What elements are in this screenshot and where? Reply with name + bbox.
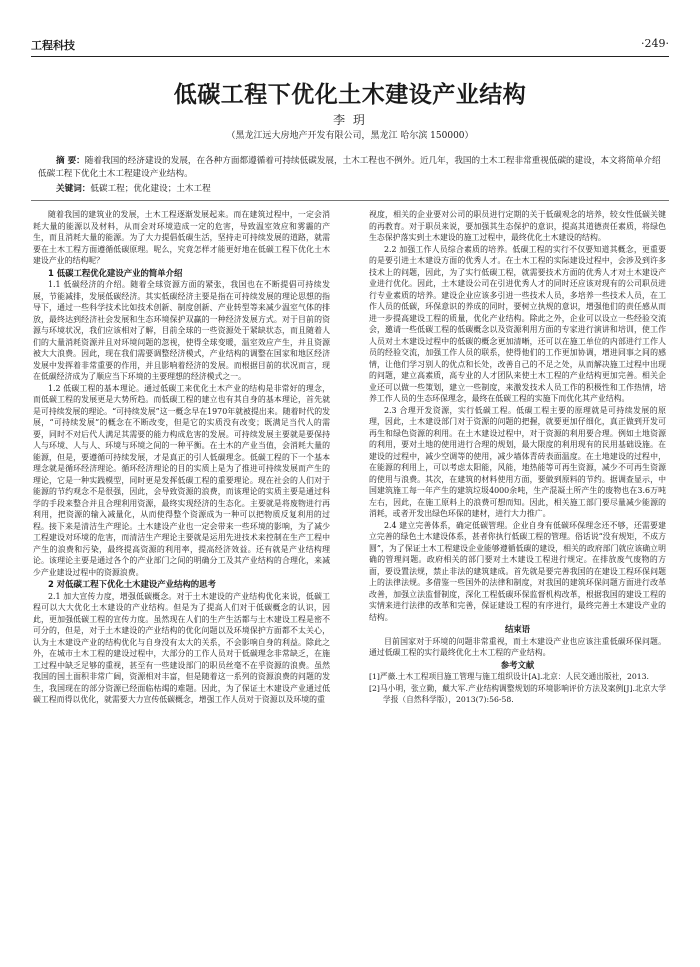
- abstract-text: 随着我国的经济建设的发展，在各种方面都遵循着可持续低碳发展，土木工程也不例外。近几年，我国的土木工程非常重视低碳的建设，本文将简单介绍低碳工程下优化土木工程建设产业结构。: [38, 156, 661, 179]
- body-paragraph: 视度，相关的企业要对公司的职员进行定期的关于低碳观念的培养，较女性低碳关键的再教育。对于职员来说，要加强其生态保护的意识，提高其道德责任素质，将绿色生态保护落实到土木建设的施工过程中，最终优化土木建设的结构。: [369, 210, 666, 242]
- body-paragraph: 随着我国的建筑业的发展，土木工程逐渐发展起来。而在建筑过程中，一定会消耗大量的能源以及材料，从而会对环境造成一定的危害，导致温室效应和雾霾的产生，而且消耗大量的能源。为了大力提倡低碳生活，坚持走可持续发展的道路，就需要在土木工程方面遵循低碳原理。呢么，究竟怎样才能更好地在低碳工程下优化土木建设产业的结构呢？: [33, 210, 330, 265]
- author-name: 李 玥: [333, 113, 367, 127]
- section-heading: 结束语: [504, 624, 531, 634]
- section-heading: 1 低碳工程优化建设产业的简单介绍: [48, 267, 183, 278]
- reference-item: [2]马小明，张立勤，戴大军.产业结构调整规划的环境影响评价方法及案例[J].北京大学学报（自然科学版），2013(7):56-58.: [369, 683, 666, 704]
- section-heading: 参考文献: [500, 659, 535, 670]
- abstract-divider: [31, 200, 669, 201]
- abstract: [38, 155, 662, 181]
- keywords-label: 关键词：: [56, 184, 91, 194]
- reference-item: [1]严薇.土木工程项目施工管理与施工组织设计[A].北京：人民交通出版社，2013.: [369, 672, 649, 681]
- body-paragraph: 1.1 低碳经济的介绍。随着全球资源方面的紧张，我国也在不断提倡可持续发展，节能减排，发展低碳经济。其实低碳经济主要是指在可持续发展的理论思想的指导下，通过一些科学技术比如技术创新、制度创新、产业转型等来减少温室气体的排放，最终达到经济社会发展和生态环境保护双赢的一种经济发展方式。对于目前的资源与环境状况，我们应该相对了解，目前全球的一些资源处于紧缺状态，而且随着人们的大量消耗资源并且对环境问题的忽视，使得全球变暖，温室效应产生，并且资源被大大浪费。因此，现在我们需要调整经济模式，产业结构的调整在国家和地区经济发展中发挥着非常重要的作用，并且影响着经济的发展。而根据目前的状况而言，现在低碳经济成为了顺应当下环境的主要理想的经济模式之一。: [33, 280, 330, 381]
- body-paragraph: 2.2 加强工作人员综合素质的培养。低碳工程的实行不仅要知道其概念，更重要的是要引进土木建设方面的优秀人才。在土木工程的实际建设过程中，会涉及到许多技术上的问题，因此，为了实行低碳工程，就需要技术方面的优秀人才对土木建设产业进行优化。因此，土木建设公司在引进优秀人才的同时还应该对现有的公司职员进行专业素质的培养。建设企业应该多引进一些技术人员，多培养一些技术人员，在工作人员的低碳，环保意识的养成的同时，要树立执规的意识，增强他们的责任感从而进一步提高建设工程的质量，优化产业结构。除此之外，企业可以设立一些经验交流会，邀请一些低碳工程的低碳概念以及资源利用方面的专家进行演讲和培训，使工作人员对土木建设过程中的低碳的概念更加清晰，还可以在施工单位的内部进行工作人员的经验交流，加强工作人员的联系，使得他们的工作更加协调，增进同事之间的感情，让他们学习别人的优点和长处，改善自己的不足之处，从而解决施工过程中出现的问题，建立高素质，高专业的人才团队来使土木工程的产业结构更加完善。相关企业还可以做一些策划，建立一些制度，来激发技术人员工作的积极性和工作热情，培养工作人员的生态环保理念，最终在低碳工程的实施下而优化其产业结构。: [369, 244, 666, 403]
- body-paragraph: 2.4 建立完善体系，确定低碳管理。企业自身有低碳环保理念还不够，还需要建立完善的绿色土木建设体系，甚者你执行低碳工程的管理。俗话说“没有规矩，不成方圆”，为了保证土木工程建设企业能够遵循低碳的建设，相关的政府部门就应该确立明确的管理问题。政府相关的部门要对土木建设工程进行规定。在排放废气废物的方面，要设置法规，禁止非法的建筑建成。首先就是要完善我国的在建设工程环保问题上的法律法规。多借鉴一些国外的法律和制度，对我国的建筑环保问题方面进行改革改善，加强立法监督制度，深化工程低碳环保监督机构改革，根据我国的建设工程的实情来进行法律的改革和完善，保证建设工程的有序进行，最终完善土木建设产业的结构。: [369, 520, 666, 622]
- author-affiliation: （黑龙江远大房地产开发有限公司，黑龙江 哈尔滨 150000）: [226, 131, 474, 141]
- body-column-left: [33, 209, 330, 706]
- body-paragraph: 2.1 加大宣传力度，增强低碳概念。对于土木建设的产业结构优化来说，低碳工程可以大大优化土木建设的产业结构。但是为了提高人们对于低碳概念的认识，因此，更加强低碳工程的宣传力度。虽然现在人们的生产生活都与土木建设工程是密不可分的，但是，对于土木建设的产业结构的优化问题以及环境保护方面都不太关心，认为土木建设产业的结构优化与自身没有太大的关系，不会影响自身的利益。除此之外，在城市土木工程的建设过程中，大部分的工作人员对于低碳理念非常缺乏，在施工过程中缺乏足够的重视，甚至有一些建设部门的职员丝毫不在乎资源的浪费。虽然我国的国土面积非常广阔，资源相对丰富，但是随着这一系列的资源浪费的问题的发生，我国现在的部分资源已经面临枯竭的难题。因此，为了保证土木建设产业通过低碳工程而得以优化，就需要大力宣传低碳概念，增强工作人员对于资源以及环境的重: [33, 591, 330, 704]
- page-number: ·249·: [641, 37, 669, 50]
- body-paragraph: 目前国家对于环境的问题非常重视，而土木建设产业也应该注重低碳环保问题。通过低碳工程的实行最终优化土木工程的产业结构。: [369, 636, 666, 657]
- body-column-right: [369, 209, 666, 706]
- journal-name: 工程科技: [31, 39, 75, 52]
- section-heading: 2 对低碳工程下优化土木建设产业结构的思考: [48, 579, 216, 589]
- abstract-label: 摘 要：: [56, 156, 85, 166]
- running-header: [31, 32, 669, 57]
- keywords: [56, 183, 662, 196]
- body-paragraph: 1.2 低碳工程的基本理论。通过低碳工来优化土木产业的结构是非常好的理念，而低碳工程的发展更是大势所趋。而低碳工程的建立也有其自身的基本理论，首先就是可持续发展的理论。“可持续发展”这一概念早在1970年就被提出来。随着时代的发展，“可持续发展”的概念在不断改变，但是它的实质没有改变；既满足当代人的需要，同时不对后代人满足其需要的能力构成危害的发展。可持续发展主要就是要保持人与环境、人与人、环境与环境之间的一种平衡。在土木的产业当值，会消耗大量的能源，但是，要遵循可持续发展，才是真正的引人低碳理念。低碳工程的下一个基本理念就是循环经济理论。循环经济理论的目的实质上是为了推进可持续发展而产生的理论，它是一种实践模型，同时更是发挥低碳工程的重要理论。现在社会的人们对于能源的节约观念不是很强，因此，会导致资源的浪费，而该理论的实质主要是通过科学的手段来整合并且合理利用资源，最终实现经济的生态化。主要就是将废物进行再利用，把资源的输入减量化，从而使得整个资源成为一种可以把物质反复利用的过程。接下来是清洁生产理论。土木建设产业也一定会带来一些环境的影响，为了减少工程建设对环境的危害，而清洁生产理论主要就是运用先进技术来控制在生产工程中产生的浪费和污染，最终提高资源的利用率，提高经济效益。还有就是产业结构理论。该理论主要是通过各个的产业部门之间的明确分工及其产业结构的合理化，来减少产业建设过程中的资源浪费。: [33, 383, 330, 577]
- body-paragraph: 2.3 合理开发资源，实行低碳工程。低碳工程主要的原理就是可持续发展的原理，因此，土木建设部门对于资源的问题的把握，就要更加仔细化，真正做到开发可再生和绿色资源的利用。在土木建设过程中，对于资源的利用要合理。例如土地资源的利用，要对土地的使用进行合理的规划，最大限度的利用现有的民用基础设施。在建设的过程中，减少空调等的使用，减少墙体青砖表面温度。在土地建设的过程中，在能源的利用上，可以考虑太阳能，风能，地热能等可再生资源，减少不可再生资源的使用与浪费。其次，在建筑的材料使用方面，要做到原料的节约。据调查显示，中国建筑施工每一年产生的建筑垃圾4000余吨，生产混凝土所产生的废物也在3.6万吨左右，因此，在施工原料上的浪费可想而知。因此，相关施工部门要尽量减少能源的消耗，或者开发出绿色环保的建材，进行大力推广。: [369, 405, 666, 518]
- paper-title: 低碳工程下优化土木建设产业结构: [173, 82, 527, 108]
- keywords-text: 低碳工程；优化建设；土木工程: [90, 184, 211, 194]
